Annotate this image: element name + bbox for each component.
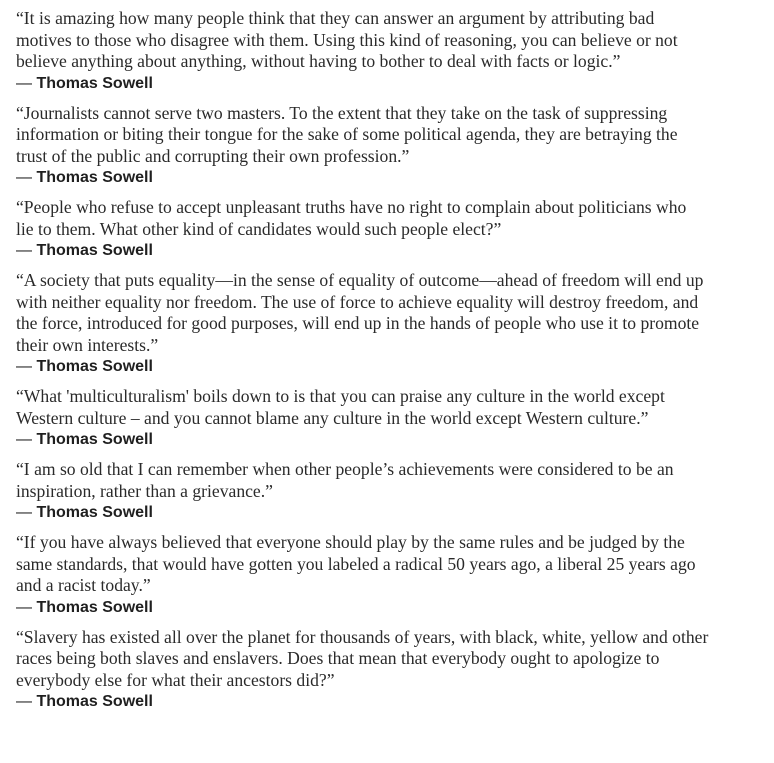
quote-line: their own interests.” xyxy=(16,334,159,355)
quote-line: “It is amazing how many people think that they can answer an argument by attributing bad xyxy=(16,8,655,28)
quote-item xyxy=(16,8,768,94)
quote-item xyxy=(16,459,768,523)
quote-item xyxy=(16,197,768,261)
quote-line: lie to them. What other kind of candidates would such people elect?” xyxy=(16,218,502,239)
quote-text xyxy=(16,532,768,597)
quote-line: trust of the public and corrupting their own profession.” xyxy=(16,145,410,166)
quote-line: “A society that puts equality—in the sense of equality of outcome—ahead of freedom will end up xyxy=(16,270,704,290)
quote-line: “Journalists cannot serve two masters. To the extent that they take on the task of suppressing xyxy=(16,102,668,123)
author-dash: ― xyxy=(16,358,32,375)
quote-item xyxy=(16,532,768,618)
quote-text xyxy=(16,8,768,73)
quote-author xyxy=(16,167,768,188)
quote-text xyxy=(16,103,768,168)
quote-line: “People who refuse to accept unpleasant truths have no right to complain about politicians who xyxy=(16,197,687,217)
quote-author xyxy=(16,429,768,450)
quote-item xyxy=(16,103,768,189)
quote-list xyxy=(16,8,768,721)
quote-author xyxy=(16,240,768,261)
quote-line: “Slavery has existed all over the planet for thousands of years, with black, white, yellow and other xyxy=(16,626,709,647)
author-dash: ― xyxy=(16,242,32,259)
quote-line: motives to those who disagree with them. Using this kind of reasoning, you can believe or not xyxy=(16,29,678,50)
quote-text xyxy=(16,386,768,429)
quote-line: “What 'multiculturalism' boils down to is that you can praise any culture in the world except xyxy=(16,386,665,406)
quote-item xyxy=(16,270,768,377)
quote-line: with neither equality nor freedom. The use of force to achieve equality will destroy freedom, and xyxy=(16,291,699,312)
quote-item xyxy=(16,627,768,713)
quote-text xyxy=(16,459,768,502)
quote-line: believe anything about anything, without having to bother to deal with facts or logic.” xyxy=(16,51,621,71)
quote-line: information or biting their tongue for the sake of some political agenda, they are betraying the xyxy=(16,124,678,144)
quote-author xyxy=(16,691,768,712)
author-name: Thomas Sowell xyxy=(36,504,153,521)
quote-line: inspiration, rather than a grievance.” xyxy=(16,480,273,501)
quote-line: the force, introduced for good purposes, will end up in the hands of people who use it to promote xyxy=(16,313,700,333)
quote-author xyxy=(16,502,768,523)
author-dash: ― xyxy=(16,169,32,186)
author-name: Thomas Sowell xyxy=(36,74,153,92)
quote-line: “I am so old that I can remember when other people’s achievements were considered to be an xyxy=(16,459,674,479)
quote-text xyxy=(16,627,768,692)
quote-line: “If you have always believed that everyone should play by the same rules and be judged by the xyxy=(16,532,685,552)
author-name: Thomas Sowell xyxy=(36,598,153,616)
quote-author xyxy=(16,597,768,618)
author-name: Thomas Sowell xyxy=(36,358,153,375)
quote-line: and a racist today.” xyxy=(16,575,151,595)
quote-line: Western culture – and you cannot blame any culture in the world except Western culture.” xyxy=(16,407,649,428)
quote-author xyxy=(16,73,768,94)
quote-text xyxy=(16,197,768,240)
quote-line: everybody else for what their ancestors did?” xyxy=(16,669,335,690)
author-dash: ― xyxy=(16,693,32,710)
author-dash: ― xyxy=(16,74,32,92)
quote-line: races being both slaves and enslavers. Does that mean that everybody ought to apologize to xyxy=(16,648,660,668)
quote-text xyxy=(16,270,768,356)
author-name: Thomas Sowell xyxy=(36,693,153,710)
author-name: Thomas Sowell xyxy=(36,242,153,259)
quote-item xyxy=(16,386,768,450)
quote-line: same standards, that would have gotten you labeled a radical 50 years ago, a liberal 25 years ago xyxy=(16,553,696,574)
author-dash: ― xyxy=(16,598,32,616)
author-name: Thomas Sowell xyxy=(36,431,153,448)
author-dash: ― xyxy=(16,431,32,448)
author-name: Thomas Sowell xyxy=(36,169,153,186)
quote-author xyxy=(16,356,768,377)
author-dash: ― xyxy=(16,504,32,521)
